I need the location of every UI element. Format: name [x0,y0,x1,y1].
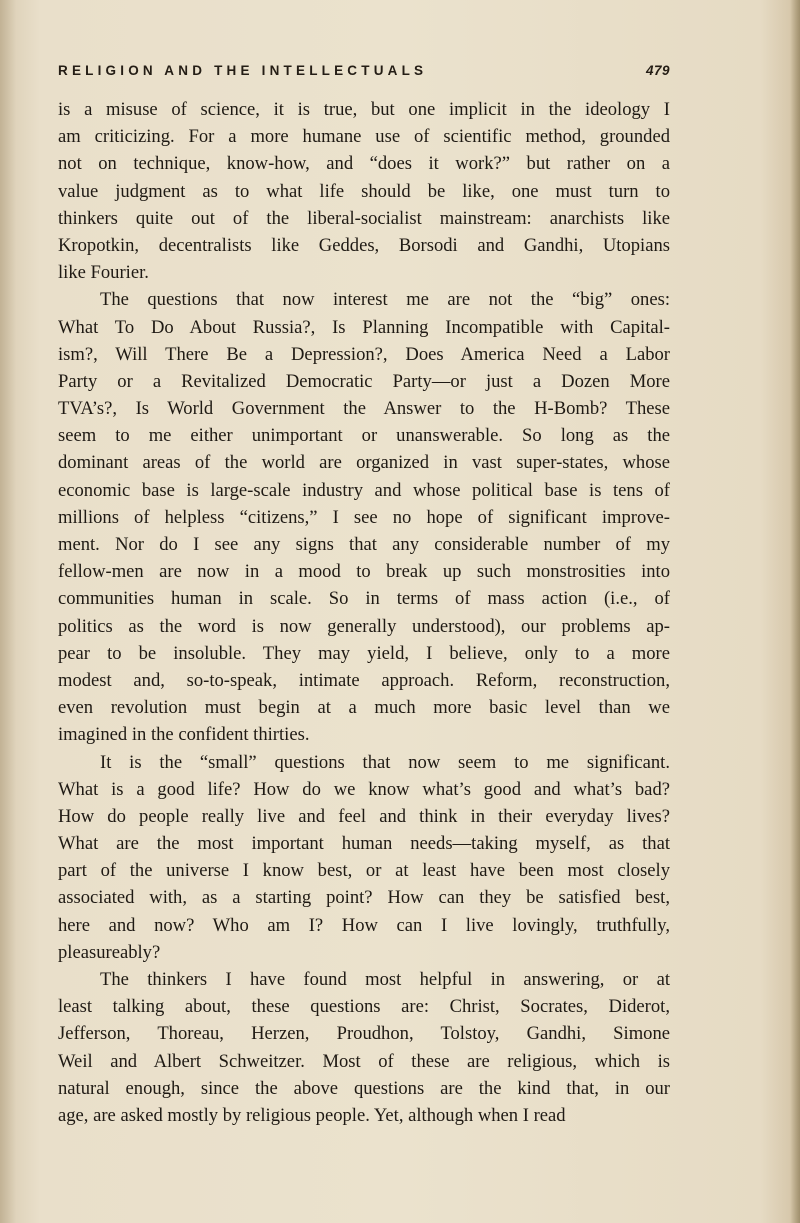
text-line: imagined in the confident thirties. [58,724,310,746]
text-line: pleasureably? [58,941,161,963]
text-line: thinkers quite out of the liberal-socialist mainstream: anarchists like [58,207,670,229]
running-head-title: RELIGION AND THE INTELLECTUALS [58,63,428,78]
page-number: 479 [645,63,670,78]
text-line: is a misuse of science, it is true, but one implicit in the ideology I [58,99,670,120]
paragraph [58,749,670,967]
text-line: What are the most important human needs—taking myself, as that [58,833,670,855]
text-line: The thinkers I have found most helpful in answering, or at [100,969,670,990]
text-line: natural enough, since the above questions are the kind that, in our [58,1077,670,1099]
text-line: TVA’s?, Is World Government the Answer to the H-Bomb? These [58,398,670,420]
text-line: like Fourier. [58,262,149,284]
text-line: am criticizing. For a more humane use of scientific method, grounded [58,126,670,148]
text-line: fellow-men are now in a mood to break up such monstrosities into [58,561,670,583]
paragraph [58,966,670,1129]
spine-shadow [0,0,16,1223]
text-line: not on technique, know-how, and “does it work?” but rather on a [58,153,670,175]
text-line: dominant areas of the world are organized in vast super-states, whose [58,452,670,474]
text-line: The questions that now interest me are not the “big” ones: [100,289,670,311]
text-line: Jefferson, Thoreau, Herzen, Proudhon, Tolstoy, Gandhi, Simone [58,1023,670,1045]
text-line: Weil and Albert Schweitzer. Most of these are religious, which is [58,1050,670,1072]
body-text [58,96,670,1129]
text-line: modest and, so-to-speak, intimate approach. Reform, reconstruction, [58,669,670,691]
page-edge [790,0,800,1223]
text-line: even revolution must begin at a much more basic level than we [58,697,670,719]
text-line: It is the “small” questions that now seem to me significant. [100,751,670,773]
paragraph [58,96,670,286]
text-line: millions of helpless “citizens,” I see no hope of significant improve- [58,506,670,528]
text-line: here and now? Who am I? How can I live lovingly, truthfully, [58,914,670,936]
text-line: Party or a Revitalized Democratic Party—or just a Dozen More [58,370,670,392]
text-line: associated with, as a starting point? How can they be satisfied best, [58,887,670,909]
text-line: What To Do About Russia?, Is Planning Incompatible with Capital- [58,316,670,338]
text-line: pear to be insoluble. They may yield, I believe, only to a more [58,642,670,664]
text-line: What is a good life? How do we know what’s good and what’s bad? [58,778,670,800]
text-line: economic base is large-scale industry and whose political base is tens of [58,479,670,501]
text-line: communities human in scale. So in terms of mass action (i.e., of [58,588,670,610]
text-line: value judgment as to what life should be like, one must turn to [58,180,670,202]
text-line: seem to me either unimportant or unanswerable. So long as the [58,425,670,447]
text-line: politics as the word is now generally understood), our problems ap- [58,615,670,637]
text-line: Kropotkin, decentralists like Geddes, Borsodi and Gandhi, Utopians [58,234,670,256]
text-line: ment. Nor do I see any signs that any considerable number of my [58,534,670,555]
text-line: least talking about, these questions are: Christ, Socrates, Diderot, [58,996,670,1018]
running-head [58,63,670,83]
text-line: part of the universe I know best, or at least have been most closely [58,860,670,882]
text-line: age, are asked mostly by religious people. Yet, although when I read [58,1104,566,1126]
text-line: How do people really live and feel and think in their everyday lives? [58,805,670,827]
paragraph [58,286,670,748]
text-line: ism?, Will There Be a Depression?, Does America Need a Labor [58,343,670,365]
